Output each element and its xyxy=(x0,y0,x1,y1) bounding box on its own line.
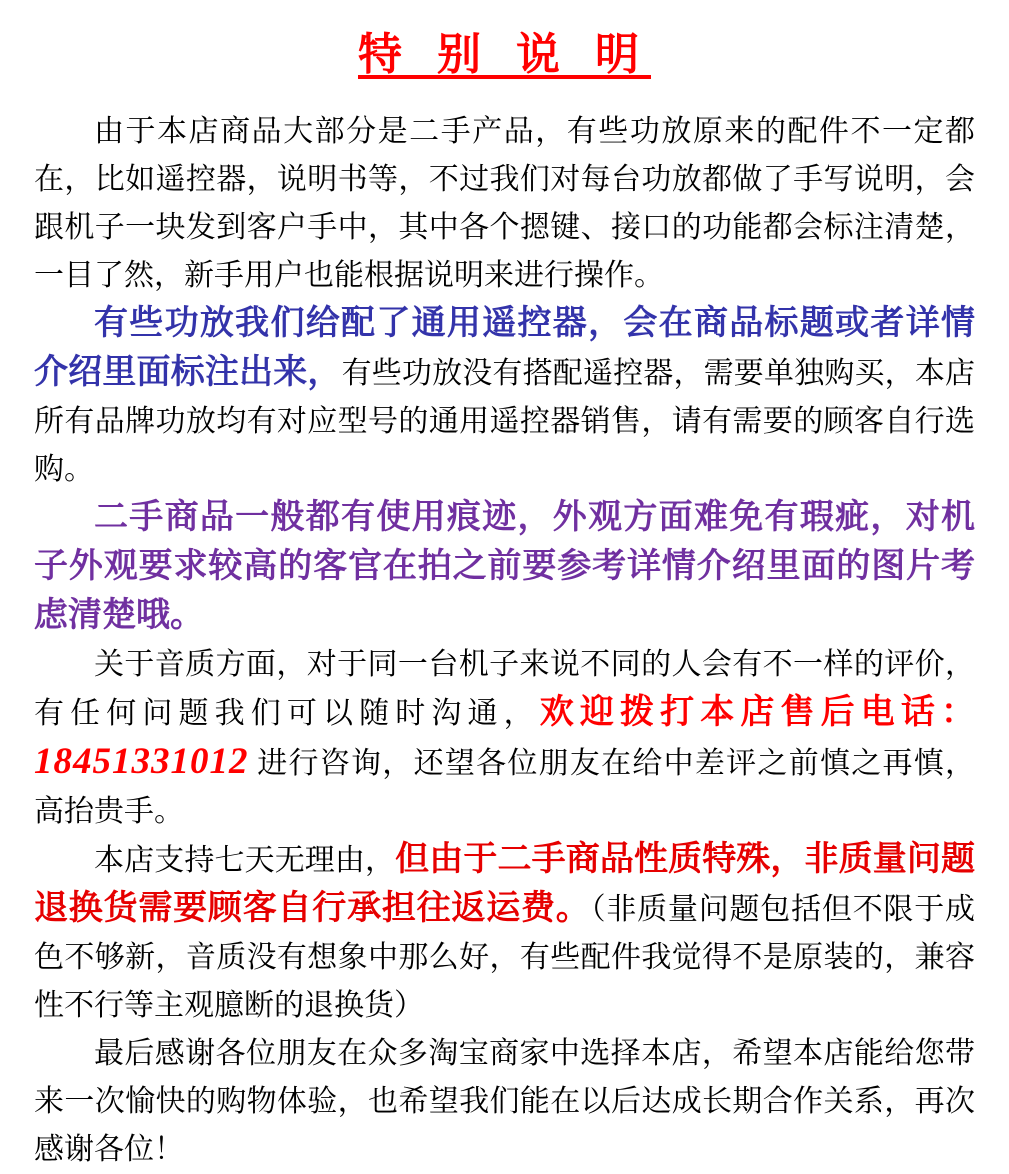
text-run-black: 由于本店商品大部分是二手产品，有些功放原来的配件不一定都在，比如遥控器，说明书等，不过我们对每台功放都做了手写说明，会跟机子一块发到客户手中，其中各个摁键、接口的功能都会标注清楚，一目了然，新手用户也能根据说明来进行操作。 xyxy=(34,115,975,292)
paragraph-secondhand-accessories xyxy=(34,108,975,300)
paragraph-appearance-warning xyxy=(34,494,975,641)
text-run-black: （非质量问题包括但不限于成色不够新，音质没有想象中那么好，有些配件我觉得不是原装的，兼容性不行等主观臆断的退换货） xyxy=(34,893,976,1022)
page-title-text: 特 别 说 明 xyxy=(358,30,651,79)
text-run-purple-bold: 二手商品一般都有使用痕迹，外观方面难免有瑕疵，对机子外观要求较高的客官在拍之前要参考详情介绍里面的图片考虑清楚哦。 xyxy=(34,499,975,634)
text-run-black: 有些功放没有搭配遥控器，需要单独购买，本店所有品牌功放均有对应型号的通用遥控器销售，请有需要的顾客自行选购。 xyxy=(34,357,976,486)
aftersales-phone-number: 18451331012 xyxy=(34,741,249,782)
text-run-black: 本店支持七天无理由， xyxy=(94,844,396,877)
text-run-red-bold: 但由于二手商品性质特殊，非质量问题退换货需要顾客自行承担往返运费。 xyxy=(34,841,976,927)
paragraph-thanks xyxy=(34,1030,975,1174)
page-title xyxy=(34,18,975,82)
paragraph-remote-control xyxy=(34,300,975,494)
text-run-black: 关于音质方面，对于同一台机子来说不同的人会有不一样的评价，有任何问题我们可以随时沟通， xyxy=(34,648,975,730)
paragraph-sound-quality xyxy=(34,641,975,836)
text-run-black: 最后感谢各位朋友在众多淘宝商家中选择本店，希望本店能给您带来一次愉快的购物体验，也希望我们能在以后达成长期合作关系，再次感谢各位！ xyxy=(34,1037,975,1166)
text-run-black: 进行咨询，还望各位朋友在给中差评之前慎之再慎，高抬贵手。 xyxy=(34,747,975,828)
paragraph-return-policy xyxy=(34,836,975,1030)
text-run-blue-bold: 有些功放我们给配了通用遥控器，会在商品标题或者详情介绍里面标注出来， xyxy=(34,305,975,391)
text-run-red-bold: 欢迎拨打本店售后电话： xyxy=(539,694,975,731)
